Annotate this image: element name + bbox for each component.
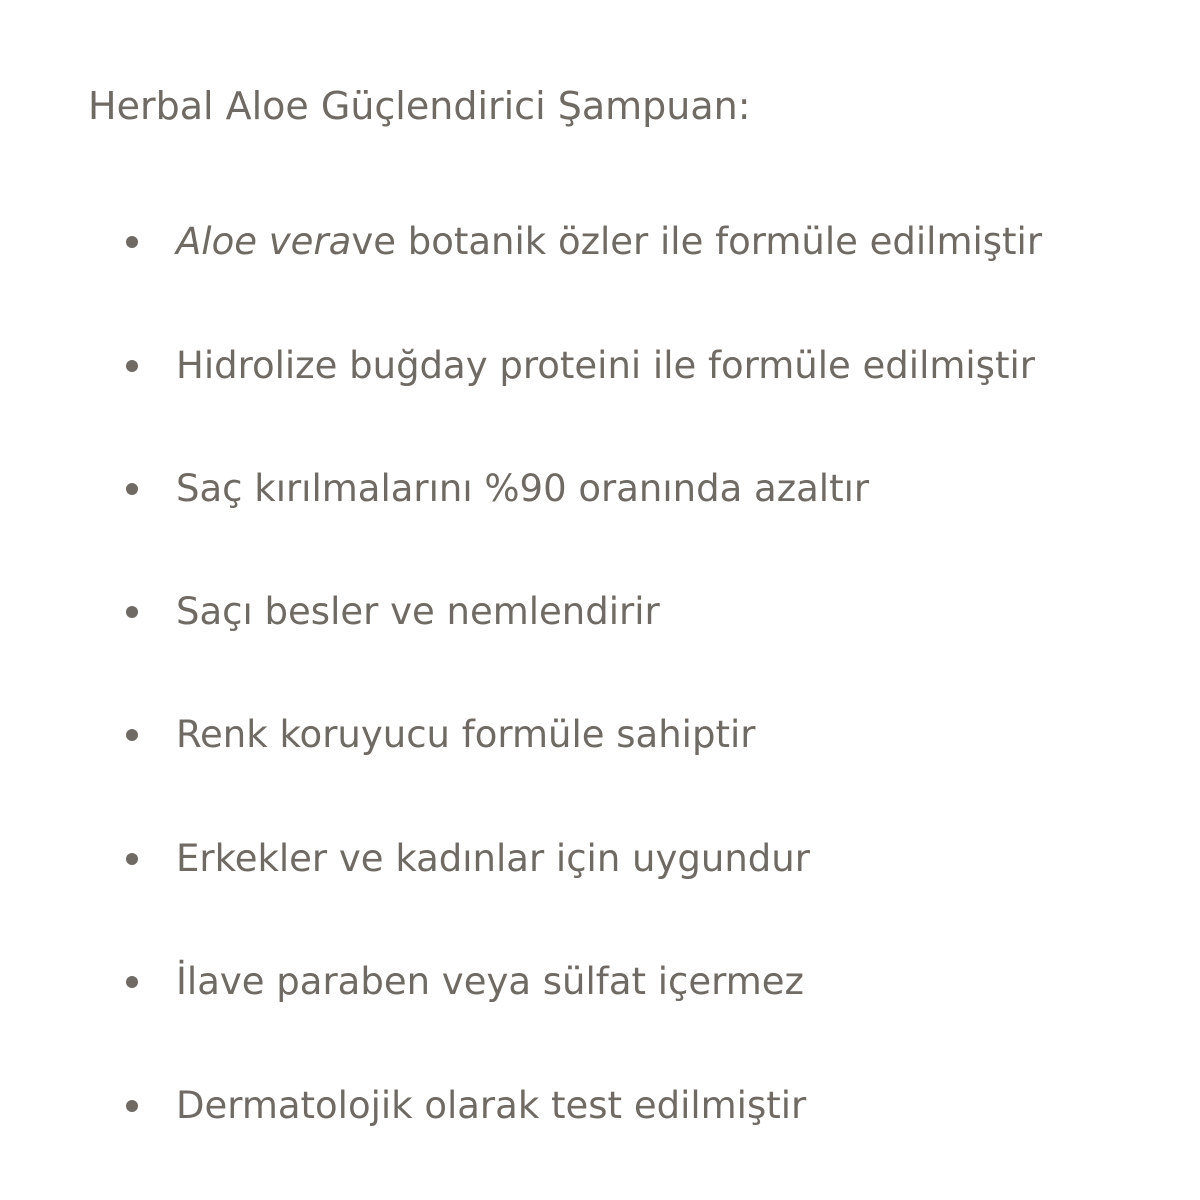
bullet-icon [126, 1100, 138, 1112]
list-item [126, 588, 660, 636]
list-item-text [176, 465, 869, 513]
list-item-label: Saç kırılmalarını %90 oranında azaltır [176, 467, 870, 510]
list-item-label: Dermatolojik olarak test edilmiştir [176, 1084, 807, 1127]
bullet-icon [126, 976, 138, 988]
list-item-label: Saçı besler ve nemlendirir [176, 590, 660, 633]
list-item [126, 1082, 806, 1130]
bullet-icon [126, 606, 138, 618]
list-item-label: Hidrolize buğday proteini ile formüle edilmiştir [176, 344, 1035, 387]
bullet-icon [126, 360, 138, 372]
list-item [126, 711, 755, 759]
list-item [126, 342, 1035, 390]
list-item-label: İlave paraben veya sülfat içermez [176, 960, 804, 1003]
list-item-label: Erkekler ve kadınlar için uygundur [176, 837, 810, 880]
list-item [126, 958, 804, 1006]
list-item [126, 465, 869, 513]
list-item-text [176, 835, 810, 883]
bullet-icon [126, 853, 138, 865]
product-heading: Herbal Aloe Güçlendirici Şampuan: [88, 84, 751, 128]
list-item-label: ve botanik özler ile formüle edilmiştir [351, 220, 1043, 263]
list-item [126, 835, 810, 883]
bullet-icon [126, 729, 138, 741]
list-item-text [176, 588, 660, 636]
list-item [126, 218, 1042, 266]
list-item-text [176, 342, 1035, 390]
list-item-text [176, 1082, 806, 1130]
list-item-label: Renk koruyucu formüle sahiptir [176, 713, 756, 756]
list-item-italic: Aloe vera [176, 220, 352, 263]
list-item-text [176, 958, 804, 1006]
bullet-icon [126, 483, 138, 495]
list-item-text [176, 218, 1042, 266]
bullet-icon [126, 236, 138, 248]
list-item-text [176, 711, 755, 759]
